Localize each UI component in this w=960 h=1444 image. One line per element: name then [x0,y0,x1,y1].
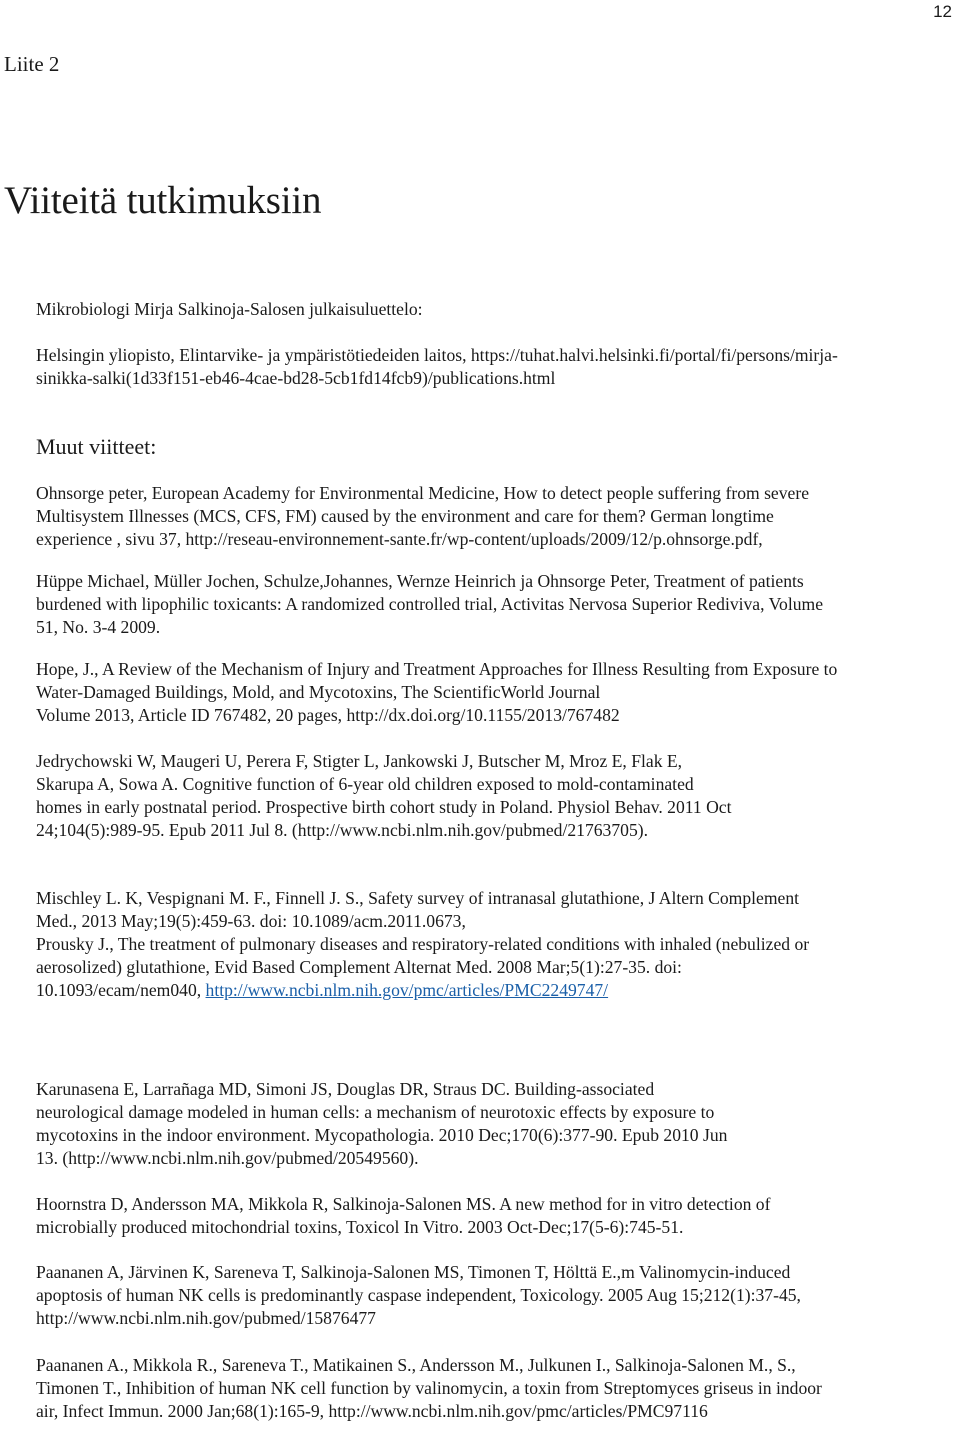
reference-ohnsorge [36,482,952,551]
reference-line: Timonen T., Inhibition of human NK cell function by valinomycin, a toxin from Streptomyces griseus in indoor [36,1378,822,1398]
page-title: Viiteitä tutkimuksiin [4,179,322,222]
salkinoja-publications [36,344,952,390]
reference-line: Med., 2013 May;19(5):459-63. doi: 10.1089/acm.2011.0673, [36,911,466,931]
reference-line: aerosolized) glutathione, Evid Based Complement Alternat Med. 2008 Mar;5(1):27-35. doi: [36,957,682,977]
reference-line: http://www.ncbi.nlm.nih.gov/pubmed/15876477 [36,1308,376,1328]
reference-paananen-2005 [36,1261,952,1330]
reference-line: neurological damage modeled in human cells: a mechanism of neurotoxic effects by exposure to [36,1102,715,1122]
document-body [36,298,952,1423]
section-heading-other-references: Muut viitteet: [36,434,157,459]
reference-line: Ohnsorge peter, European Academy for Environmental Medicine, How to detect people suffering from severe [36,483,809,503]
reference-prousky [36,933,952,1002]
reference-jedrychowski [36,750,952,842]
reference-line: Hope, J., A Review of the Mechanism of Injury and Treatment Approaches for Illness Resulting from Exposure to [36,659,838,679]
reference-line: Volume 2013, Article ID 767482, 20 pages, http://dx.doi.org/10.1155/2013/767482 [36,705,620,725]
page-number: 12 [933,2,952,21]
appendix-label: Liite 2 [4,52,60,76]
reference-line: microbially produced mitochondrial toxins, Toxicol In Vitro. 2003 Oct-Dec;17(5-6):745-51. [36,1217,684,1237]
reference-hope [36,658,952,727]
salkinoja-line: sinikka-salki(1d33f151-eb46-4cae-bd28-5cb1fd14fcb9)/publications.html [36,368,556,388]
reference-line: burdened with lipophilic toxicants: A randomized controlled trial, Activitas Nervosa Superior Rediviva, Volume [36,594,824,614]
reference-line [36,979,952,1002]
reference-line: Karunasena E, Larrañaga MD, Simoni JS, Douglas DR, Straus DC. Building-associated [36,1079,655,1099]
reference-line: homes in early postnatal period. Prospective birth cohort study in Poland. Physiol Behav. 2011 Oct [36,797,732,817]
reference-line: Paananen A., Mikkola R., Sareneva T., Matikainen S., Andersson M., Julkunen I., Salkinoja-Salonen M., S., [36,1355,796,1375]
reference-line: 24;104(5):989-95. Epub 2011 Jul 8. (http://www.ncbi.nlm.nih.gov/pubmed/21763705). [36,820,648,840]
reference-huppe [36,570,952,639]
reference-line: Hoornstra D, Andersson MA, Mikkola R, Salkinoja-Salonen MS. A new method for in vitro detection of [36,1194,771,1214]
reference-line: Multisystem Illnesses (MCS, CFS, FM) caused by the environment and care for them? German longtime [36,506,774,526]
reference-line: air, Infect Immun. 2000 Jan;68(1):165-9, http://www.ncbi.nlm.nih.gov/pmc/articles/PMC97116 [36,1401,708,1421]
reference-line: 51, No. 3-4 2009. [36,617,161,637]
reference-line: 13. (http://www.ncbi.nlm.nih.gov/pubmed/20549560). [36,1148,419,1168]
reference-hoornstra [36,1193,952,1239]
salkinoja-intro: Mikrobiologi Mirja Salkinoja-Salosen julkaisuluettelo: [36,299,423,319]
reference-line: mycotoxins in the indoor environment. Mycopathologia. 2010 Dec;170(6):377-90. Epub 2010 Jun [36,1125,728,1145]
pmc-link[interactable]: http://www.ncbi.nlm.nih.gov/pmc/articles/PMC2249747/ [205,980,609,1000]
reference-line: Paananen A, Järvinen K, Sareneva T, Salkinoja-Salonen MS, Timonen T, Hölttä E.,m Valinomycin-induced [36,1262,791,1282]
reference-line: Prousky J., The treatment of pulmonary diseases and respiratory-related conditions with inhaled (nebulized or [36,934,810,954]
salkinoja-line: Helsingin yliopisto, Elintarvike- ja ympäristötiedeiden laitos, https://tuhat.halvi.helsinki.fi/portal/fi/persons/mirja- [36,345,838,365]
reference-line: Mischley L. K, Vespignani M. F., Finnell J. S., Safety survey of intranasal glutathione, J Altern Complement [36,888,800,908]
reference-paananen-2000 [36,1354,952,1423]
reference-line: Water-Damaged Buildings, Mold, and Mycotoxins, The ScientificWorld Journal [36,682,601,702]
reference-doi: 10.1093/ecam/nem040, [36,980,206,1000]
reference-karunasena [36,1078,952,1170]
reference-line: Hüppe Michael, Müller Jochen, Schulze,Johannes, Wernze Heinrich ja Ohnsorge Peter, Treatment of patients [36,571,804,591]
reference-line: apoptosis of human NK cells is predominantly caspase independent, Toxicology. 2005 Aug 15;212(1):37-45, [36,1285,801,1305]
reference-line: experience , sivu 37, http://reseau-environnement-sante.fr/wp-content/uploads/2009/12/p.ohnsorge.pdf, [36,529,763,549]
reference-mischley [36,887,952,933]
reference-line: Jedrychowski W, Maugeri U, Perera F, Stigter L, Jankowski J, Butscher M, Mroz E, Flak E, [36,751,683,771]
reference-line: Skarupa A, Sowa A. Cognitive function of 6-year old children exposed to mold-contaminated [36,774,694,794]
